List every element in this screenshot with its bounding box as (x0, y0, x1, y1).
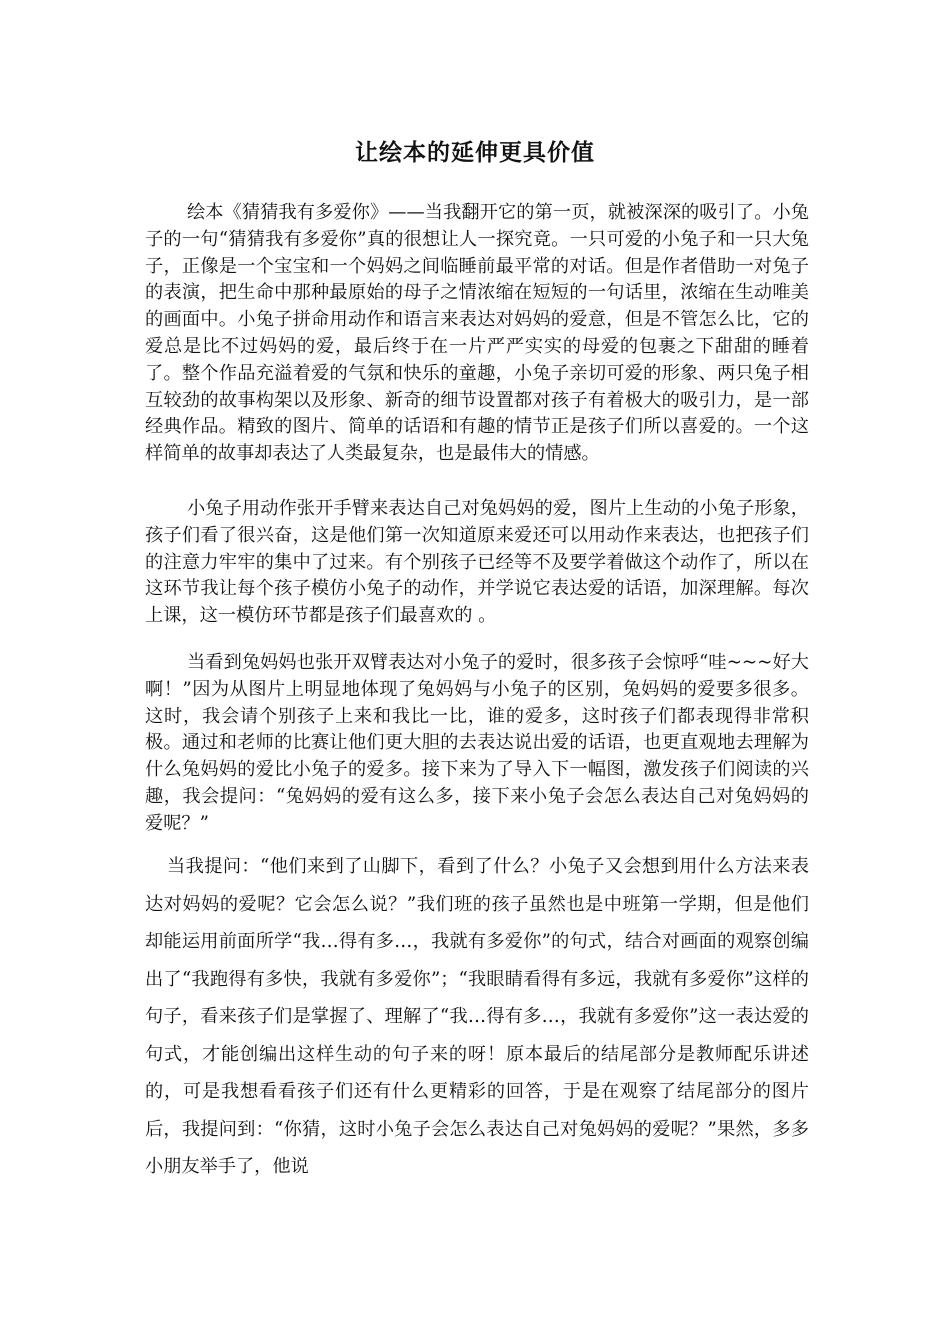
paragraph-1: 绘本《猜猜我有多爱你》——当我翻开它的第一页，就被深深的吸引了。小兔子的一句“猜猜我有多爱你”真的很想让人一探究竟。一只可爱的小兔子和一只大兔子，正像是一个宝宝和一个妈妈之间临睡前最平常的对话。但是作者借助一对兔子的表演，把生命中那种最原始的母子之情浓缩在短短的一句话里，浓缩在生动唯美的画面中。小兔子拼命用动作和语言来表达对妈妈的爱意，但是不管怎么比，它的爱总是比不过妈妈的爱，最后终于在一片严严实实的母爱的包裹之下甜甜的睡着了。整个作品充溢着爱的气氛和快乐的童趣，小兔子亲切可爱的形象、两只兔子相互较劲的故事构架以及形象、新奇的细节设置都对孩子有着极大的吸引力，是一部经典作品。精致的图片、简单的话语和有趣的情节正是孩子们所以喜爱的。一个这样简单的故事却表达了人类最复杂，也是最伟大的情感。 (145, 202, 809, 465)
paragraph-2: 小兔子用动作张开手臂来表达自己对兔妈妈的爱，图片上生动的小兔子形象，孩子们看了很兴奋，这是他们第一次知道原来爱还可以用动作来表达，也把孩子们的注意力牢牢的集中了过来。有个别孩子已经等不及要学着做这个动作了，所以在这环节我让每个孩子模仿小兔子的动作，并学说它表达爱的话语，加深理解。每次上课，这一模仿环节都是孩子们最喜欢的 。 (145, 498, 809, 627)
paragraph-4: 当我提问：“他们来到了山脚下，看到了什么？小兔子又会想到用什么方法来表达对妈妈的爱呢？它会怎么说？”我们班的孩子虽然也是中班第一学期，但是他们却能运用前面所学“我…得有多…，我就有多爱你”的句式，结合对画面的观察创编出了“我跑得有多快，我就有多爱你”；“我眼睛看得有多远，我就有多爱你”这样的句子，看来孩子们是掌握了、理解了“我…得有多…，我就有多爱你”这一表达爱的句式，才能创编出这样生动的句子来的呀！原本最后的结尾部分是教师配乐讲述的，可是我想看看孩子们还有什么更精彩的回答，于是在观察了结尾部分的图片后，我提问到：“你猜，这时小兔子会怎么表达自己对兔妈妈的爱呢？”果然，多多小朋友举手了，他说 (145, 856, 809, 1177)
paragraph-3: 当看到兔妈妈也张开双臂表达对小兔子的爱时，很多孩子会惊呼“哇~~~好大啊！”因为从图片上明显地体现了兔妈妈与小兔子的区别，兔妈妈的爱要多很多。这时，我会请个别孩子上来和我比一比，谁的爱多，这时孩子们都表现得非常积极。通过和老师的比赛让他们更大胆的去表达说出爱的话语，也更直观地去理解为什么兔妈妈的爱比小兔子的爱多。接下来为了导入下一幅图，激发孩子们阅读的兴趣，我会提问：“兔妈妈的爱有这么多，接下来小兔子会怎么表达自己对兔妈妈的爱呢？” (145, 652, 809, 834)
document-title: 让绘本的延伸更具价值 (355, 139, 595, 166)
